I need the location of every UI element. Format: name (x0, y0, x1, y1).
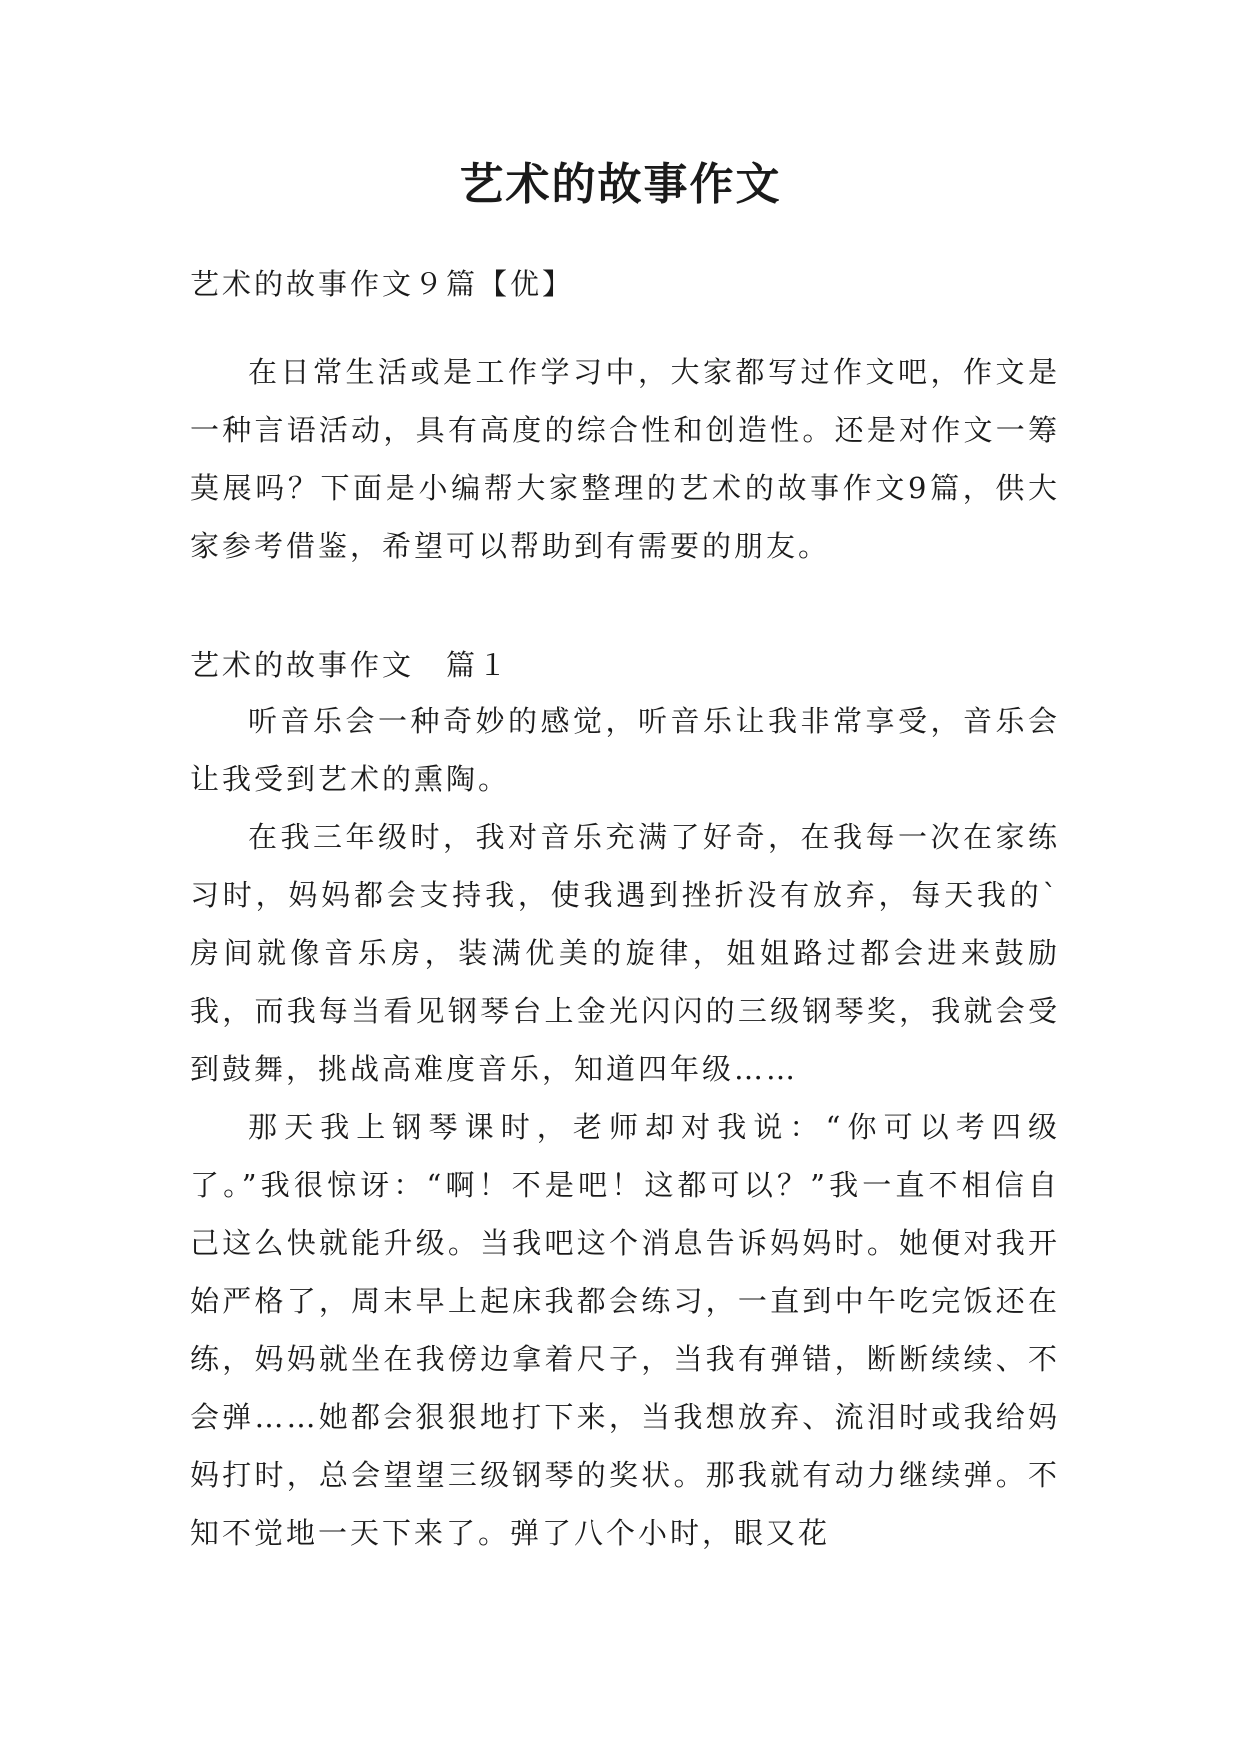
document-subtitle: 艺术的故事作文９篇【优】 (190, 267, 575, 301)
paragraph-3: 那天我上钢琴课时，老师却对我说：“你可以考四级了。”我很惊讶：“啊！不是吧！这都可以？”我一直不相信自己这么快就能升级。当我吧这个消息告诉妈妈时。她便对我开始严格了，周末早上起床我都会练习，一直到中午吃完饭还在练，妈妈就坐在我傍边拿着尺子，当我有弹错，断断续续、不会弹……她都会狠狠地打下来，当我想放弃、流泪时或我给妈妈打时，总会望望三级钢琴的奖状。那我就有动力继续弹。不知不觉地一天下来了。弹了八个小时，眼又花 (190, 1110, 1060, 1550)
paragraph-2: 在我三年级时，我对音乐充满了好奇，在我每一次在家练习时，妈妈都会支持我，使我遇到挫折没有放弃，每天我的`房间就像音乐房，装满优美的旋律，姐姐路过都会进来鼓励我，而我每当看见钢琴台上金光闪闪的三级钢琴奖，我就会受到鼓舞，挑战高难度音乐，知道四年级…… (190, 820, 1060, 1086)
intro-paragraph: 在日常生活或是工作学习中，大家都写过作文吧，作文是一种言语活动，具有高度的综合性和创造性。还是对作文一筹莫展吗？下面是小编帮大家整理的艺术的故事作文9篇，供大家参考借鉴，希望可以帮助到有需要的朋友。 (190, 355, 1060, 563)
section-heading: 艺术的故事作文 篇１ (190, 648, 511, 682)
document-title: 艺术的故事作文 (459, 159, 782, 210)
paragraph-1: 听音乐会一种奇妙的感觉，听音乐让我非常享受，音乐会让我受到艺术的熏陶。 (190, 704, 1060, 796)
